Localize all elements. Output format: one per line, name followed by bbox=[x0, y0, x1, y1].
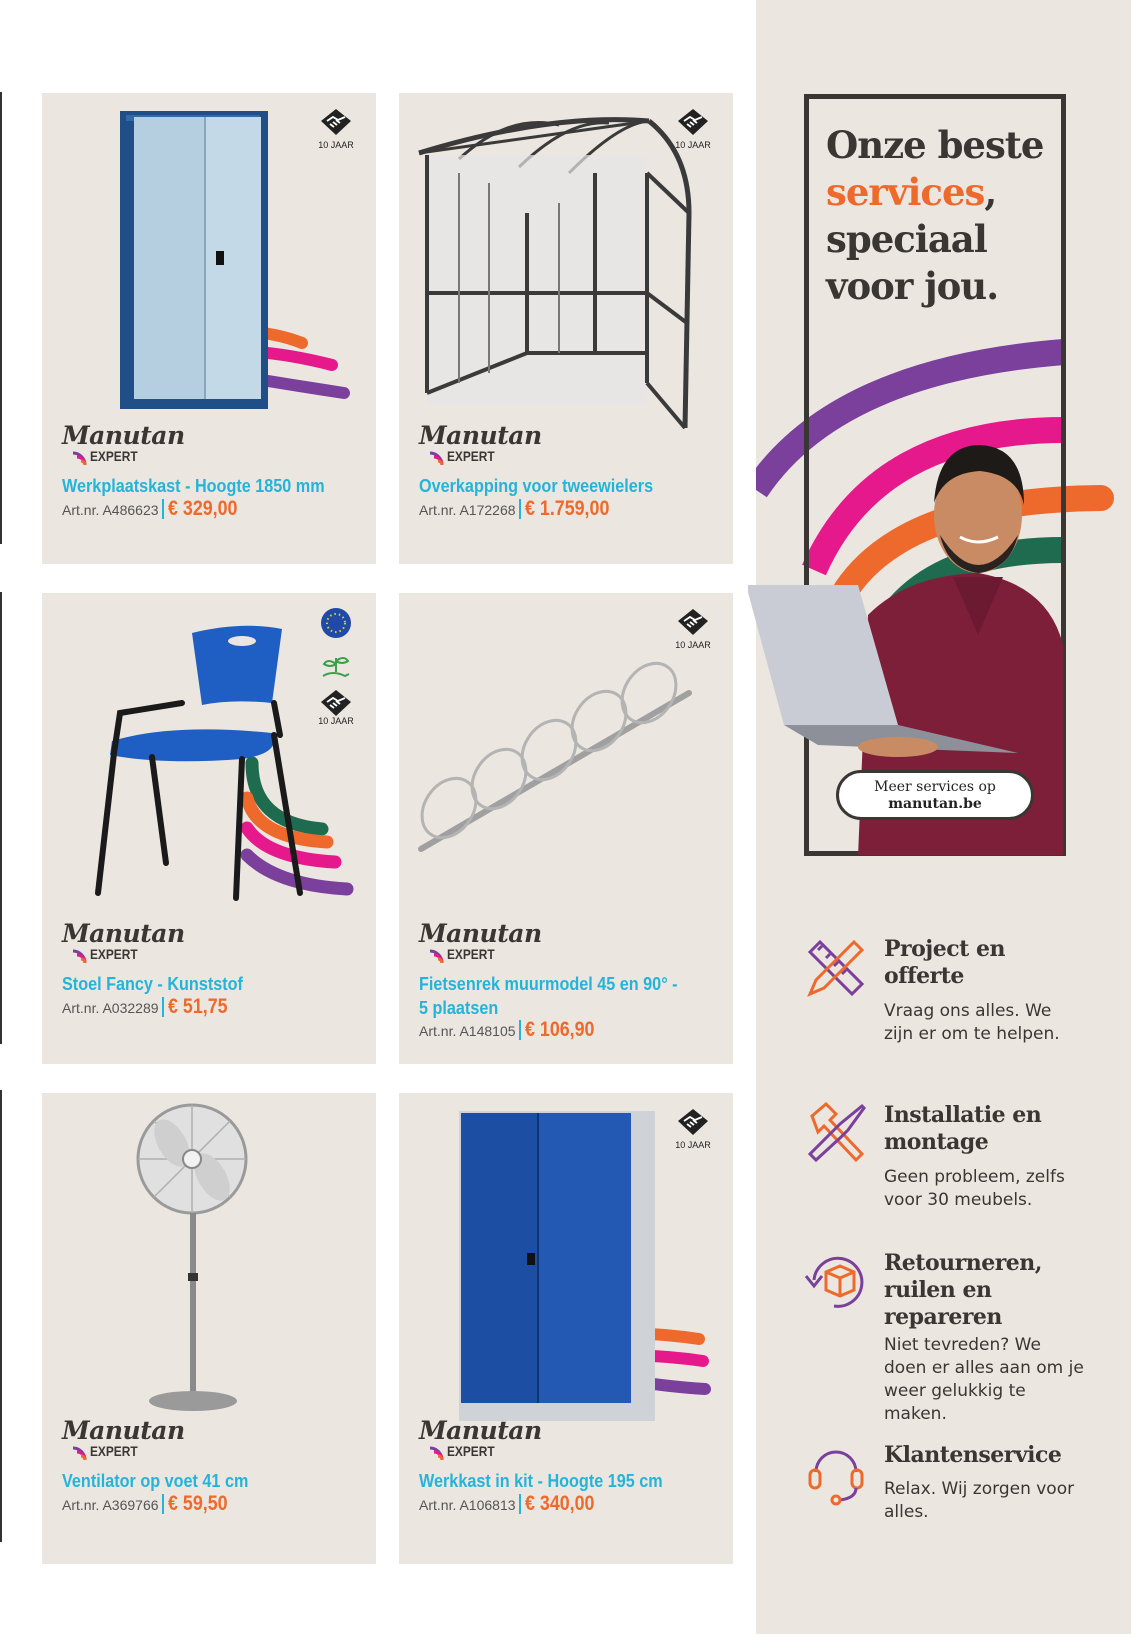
service-title: Installatie en montage bbox=[884, 1102, 1042, 1155]
headset-icon bbox=[804, 1442, 868, 1506]
warranty-badge: 10 JAAR bbox=[665, 1107, 721, 1150]
manutan-expert-logo: Manutan EXPERT bbox=[62, 1416, 182, 1464]
product-card[interactable] bbox=[42, 1093, 376, 1564]
product-name[interactable]: Stoel Fancy - Kunststof bbox=[62, 974, 243, 994]
plant-hand-icon bbox=[319, 650, 353, 684]
product-name[interactable]: Werkkast in kit - Hoogte 195 cm bbox=[419, 1471, 663, 1491]
service-returns bbox=[804, 1250, 1084, 1430]
product-card[interactable] bbox=[399, 1093, 733, 1564]
banner-highlight: services bbox=[826, 170, 985, 214]
handshake-icon bbox=[676, 607, 710, 637]
service-text: Vraag ons alles. We zijn er om te helpen. bbox=[884, 1001, 1060, 1044]
more-services-button[interactable]: Meer services op manutan.be bbox=[836, 770, 1034, 820]
rainbow-icon bbox=[422, 943, 448, 965]
service-title: Retourneren, ruilen en repareren bbox=[884, 1250, 1042, 1330]
banner-title: Onze beste services, speciaal voor jou. bbox=[826, 123, 1044, 308]
handshake-icon bbox=[319, 688, 353, 718]
service-text: Relax. Wij zorgen voor alles. bbox=[884, 1479, 1075, 1522]
article-number: Art.nr. A369766 bbox=[62, 1497, 159, 1513]
manutan-expert-logo: Manutan EXPERT bbox=[419, 1416, 539, 1464]
product-name[interactable]: Werkplaatskast - Hoogte 1850 mm bbox=[62, 476, 325, 496]
product-name[interactable]: Fietsenrek muurmodel 45 en 90° - 5 plaatsen bbox=[419, 974, 678, 1018]
product-image-fan bbox=[42, 1093, 376, 1433]
eu-ecolabel-icon bbox=[320, 607, 352, 639]
return-box-icon bbox=[804, 1250, 868, 1314]
rainbow-icon bbox=[422, 445, 448, 467]
handshake-icon bbox=[676, 107, 710, 137]
manutan-expert-logo: Manutan EXPERT bbox=[419, 919, 539, 967]
article-number: Art.nr. A106813 bbox=[419, 1497, 516, 1513]
price-line bbox=[62, 1492, 238, 1516]
hammer-screwdriver-icon bbox=[804, 1102, 868, 1166]
ruler-pencil-icon bbox=[804, 936, 868, 1000]
product-price: € 51,75 bbox=[167, 995, 228, 1018]
product-card[interactable] bbox=[42, 93, 376, 564]
product-card[interactable] bbox=[42, 593, 376, 1064]
service-title: Klantenservice bbox=[884, 1442, 1062, 1468]
rainbow-icon bbox=[65, 1440, 91, 1462]
article-number: Art.nr. A486623 bbox=[62, 502, 159, 518]
service-title: Project en offerte bbox=[884, 936, 1005, 989]
certifications: 10 JAAR bbox=[308, 607, 364, 726]
handshake-icon bbox=[319, 107, 353, 137]
warranty-badge: 10 JAAR bbox=[665, 607, 721, 650]
service-text: Niet tevreden? We doen er alles aan om je weer gelukkig te maken. bbox=[884, 1335, 1084, 1424]
price-line bbox=[419, 497, 624, 521]
article-number: Art.nr. A148105 bbox=[419, 1023, 516, 1039]
product-price: € 106,90 bbox=[524, 1018, 595, 1041]
product-price: € 329,00 bbox=[167, 497, 238, 520]
product-price: € 1.759,00 bbox=[524, 497, 609, 520]
service-installation bbox=[804, 1102, 1084, 1222]
page-edge-line bbox=[0, 1090, 2, 1542]
page-edge-line bbox=[0, 592, 2, 1044]
service-project-offer bbox=[804, 936, 1084, 1076]
product-card[interactable] bbox=[399, 593, 733, 1064]
price-line bbox=[62, 497, 249, 521]
product-name[interactable]: Overkapping voor tweewielers bbox=[419, 476, 654, 496]
price-line bbox=[419, 1492, 606, 1516]
rainbow-icon bbox=[65, 445, 91, 467]
service-text: Geen probleem, zelfs voor 30 meubels. bbox=[884, 1167, 1065, 1210]
product-name[interactable]: Ventilator op voet 41 cm bbox=[62, 1471, 249, 1491]
product-price: € 340,00 bbox=[524, 1492, 595, 1515]
page-edge-line bbox=[0, 92, 2, 544]
rainbow-icon bbox=[65, 943, 91, 965]
manutan-expert-logo: Manutan EXPERT bbox=[419, 421, 539, 469]
article-number: Art.nr. A172268 bbox=[419, 502, 516, 518]
manutan-expert-logo: Manutan EXPERT bbox=[62, 919, 182, 967]
price-line bbox=[62, 995, 238, 1019]
handshake-icon bbox=[676, 1107, 710, 1137]
rainbow-icon bbox=[422, 1440, 448, 1462]
warranty-badge: 10 JAAR bbox=[665, 107, 721, 150]
manutan-expert-logo: Manutan EXPERT bbox=[62, 421, 182, 469]
article-number: Art.nr. A032289 bbox=[62, 1000, 159, 1016]
warranty-badge: 10 JAAR bbox=[308, 107, 364, 150]
price-line bbox=[419, 1018, 606, 1042]
product-price: € 59,50 bbox=[167, 1492, 228, 1515]
service-customer-support bbox=[804, 1442, 1084, 1552]
product-card[interactable] bbox=[399, 93, 733, 564]
